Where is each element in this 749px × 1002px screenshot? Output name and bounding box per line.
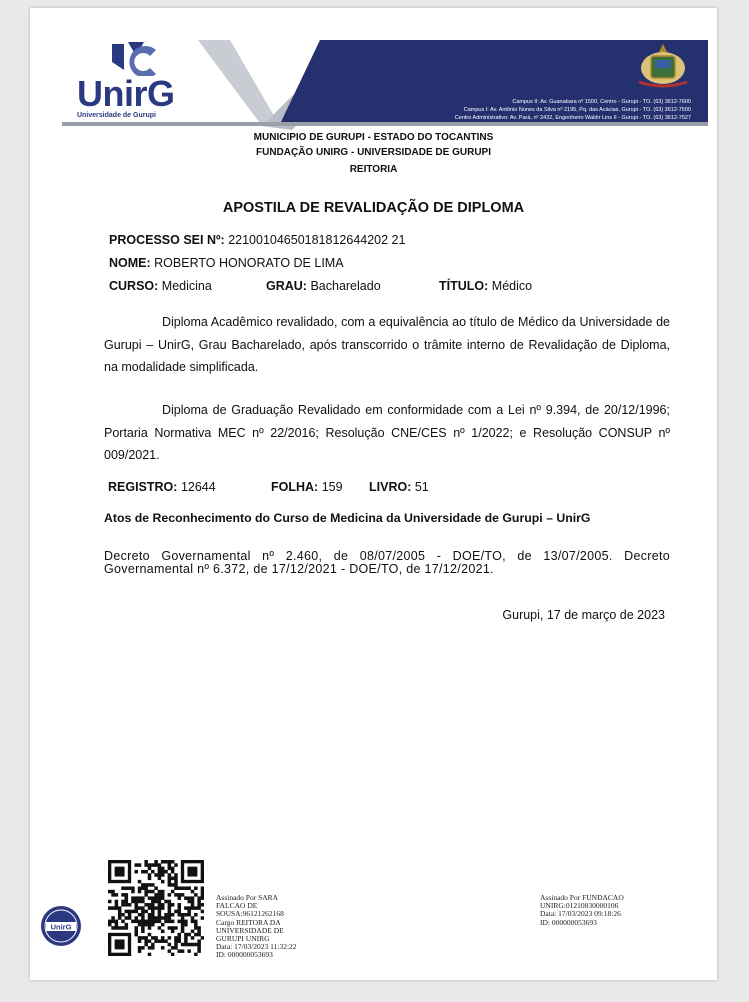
- sig-right-line: ID: 000000053693: [540, 917, 597, 927]
- unirg-logo-icon: [110, 40, 158, 76]
- curso-label: CURSO:: [109, 279, 159, 293]
- paragraph-revalidation: [104, 311, 670, 379]
- sig-left-line: Data: 17/03/2023 11:32:22: [216, 942, 297, 952]
- sig-left-line: ID: 000000053693: [216, 950, 273, 960]
- grau-label: GRAU:: [266, 279, 307, 293]
- signature-block-left: [216, 894, 297, 960]
- sig-right-line: UNIRG:01210830000106: [540, 901, 619, 911]
- institution-line-2: FUNDAÇÃO UNIRG - UNIVERSIDADE DE GURUPI: [255, 147, 491, 158]
- curso-value: Medicina: [161, 279, 212, 293]
- campus-line-3: Centro Administrativo: Av. Pará, nº 2432, Engenheiro Waldir Lins II - Gurupi - TO. (63) 3612-7527: [454, 115, 691, 121]
- sig-right-line: Data: 17/03/2023 09:18:26: [540, 909, 621, 919]
- sig-left-line: Assinado Por SARA: [216, 893, 279, 902]
- nome-label: NOME:: [109, 256, 151, 270]
- signature-block-right: [540, 894, 624, 927]
- qr-code-icon[interactable]: [108, 860, 204, 956]
- nome-field: [109, 256, 344, 270]
- sig-right-line: Assinado Por FUNDACAO: [540, 893, 624, 902]
- grau-value: Bacharelado: [310, 279, 381, 293]
- folha-field: [271, 480, 343, 494]
- paragraph-revalidation-text: Diploma Acadêmico revalidado, com a equivalência ao título de Médico da Universidade de Gurupi – UnirG, Grau Bacharelado, após transcorrido o trâmite interno de Revalidação de Diploma, na modalidade simplificada.: [104, 315, 670, 374]
- sig-left-line: Cargo REITORA DA: [216, 917, 281, 927]
- folha-value: 159: [321, 480, 343, 494]
- header-banner: [30, 38, 717, 133]
- logo-subtitle: Universidade de Gurupi: [77, 112, 156, 119]
- processo-field: [109, 233, 405, 247]
- folha-label: FOLHA:: [271, 480, 319, 494]
- logo-wordmark: UnirG: [77, 73, 175, 114]
- grau-field: [266, 279, 381, 293]
- livro-label: LIVRO:: [369, 480, 412, 494]
- sig-left-line: SOUSA:96121262168: [216, 909, 284, 919]
- livro-field: [369, 480, 429, 494]
- nome-value: ROBERTO HONORATO DE LIMA: [154, 256, 344, 270]
- processo-value: 22100104650181812644202 21: [228, 233, 406, 247]
- document-page: [30, 8, 717, 980]
- curso-field: [109, 279, 212, 293]
- date-line: Gurupi, 17 de março de 2023: [502, 608, 665, 622]
- paragraph-legal-basis-text: Diploma de Graduação Revalidado em conformidade com a Lei nº 9.394, de 20/12/1996; Portaria Normativa MEC nº 22/2016; Resolução CNE/CES nº 1/2022; e Resolução CONSUP nº 009/2021.: [104, 403, 670, 462]
- atos-heading: Atos de Reconhecimento do Curso de Medicina da Universidade de Gurupi – UnirG: [104, 511, 591, 525]
- institution-line-3: REITORIA: [349, 164, 398, 175]
- seal-label: UnirG: [50, 922, 72, 932]
- paragraph-legal-basis: [104, 399, 670, 467]
- registro-label: REGISTRO:: [108, 480, 178, 494]
- sig-left-line: GURUPI UNIRG: [216, 934, 270, 944]
- titulo-field: [439, 279, 532, 293]
- processo-label: PROCESSO SEI Nº:: [109, 233, 225, 247]
- document-title: APOSTILA DE REVALIDAÇÃO DE DIPLOMA: [222, 200, 525, 216]
- titulo-label: TÍTULO:: [439, 279, 489, 293]
- sig-left-line: FALCAO DE: [216, 901, 258, 911]
- registro-field: [108, 480, 216, 494]
- decretos-text: Decreto Governamental nº 2.460, de 08/07/2005 - DOE/TO, de 13/07/2005. Decreto Governamental nº 6.372, de 17/12/2021 - DOE/TO, de 17/12/2021.: [104, 549, 670, 576]
- campus-line-1: Campus II: Av. Guanabara nº 1500, Centro - Gurupi - TO. (63) 3612-7600: [512, 99, 691, 105]
- campus-line-2: Campus I: Av. Antônio Nunes da Silva nº 2195, Pq. das Acácias, Gurupi - TO. (63) 3612-7500: [463, 107, 691, 113]
- institution-line-1: MUNICIPIO DE GURUPI - ESTADO DO TOCANTINS: [253, 132, 494, 143]
- unirg-seal-icon: [40, 905, 82, 947]
- registro-value: 12644: [180, 480, 216, 494]
- sig-left-line: UNIVERSIDADE DE: [216, 925, 284, 935]
- crest-icon: [633, 42, 693, 88]
- titulo-value: Médico: [491, 279, 533, 293]
- livro-value: 51: [414, 480, 429, 494]
